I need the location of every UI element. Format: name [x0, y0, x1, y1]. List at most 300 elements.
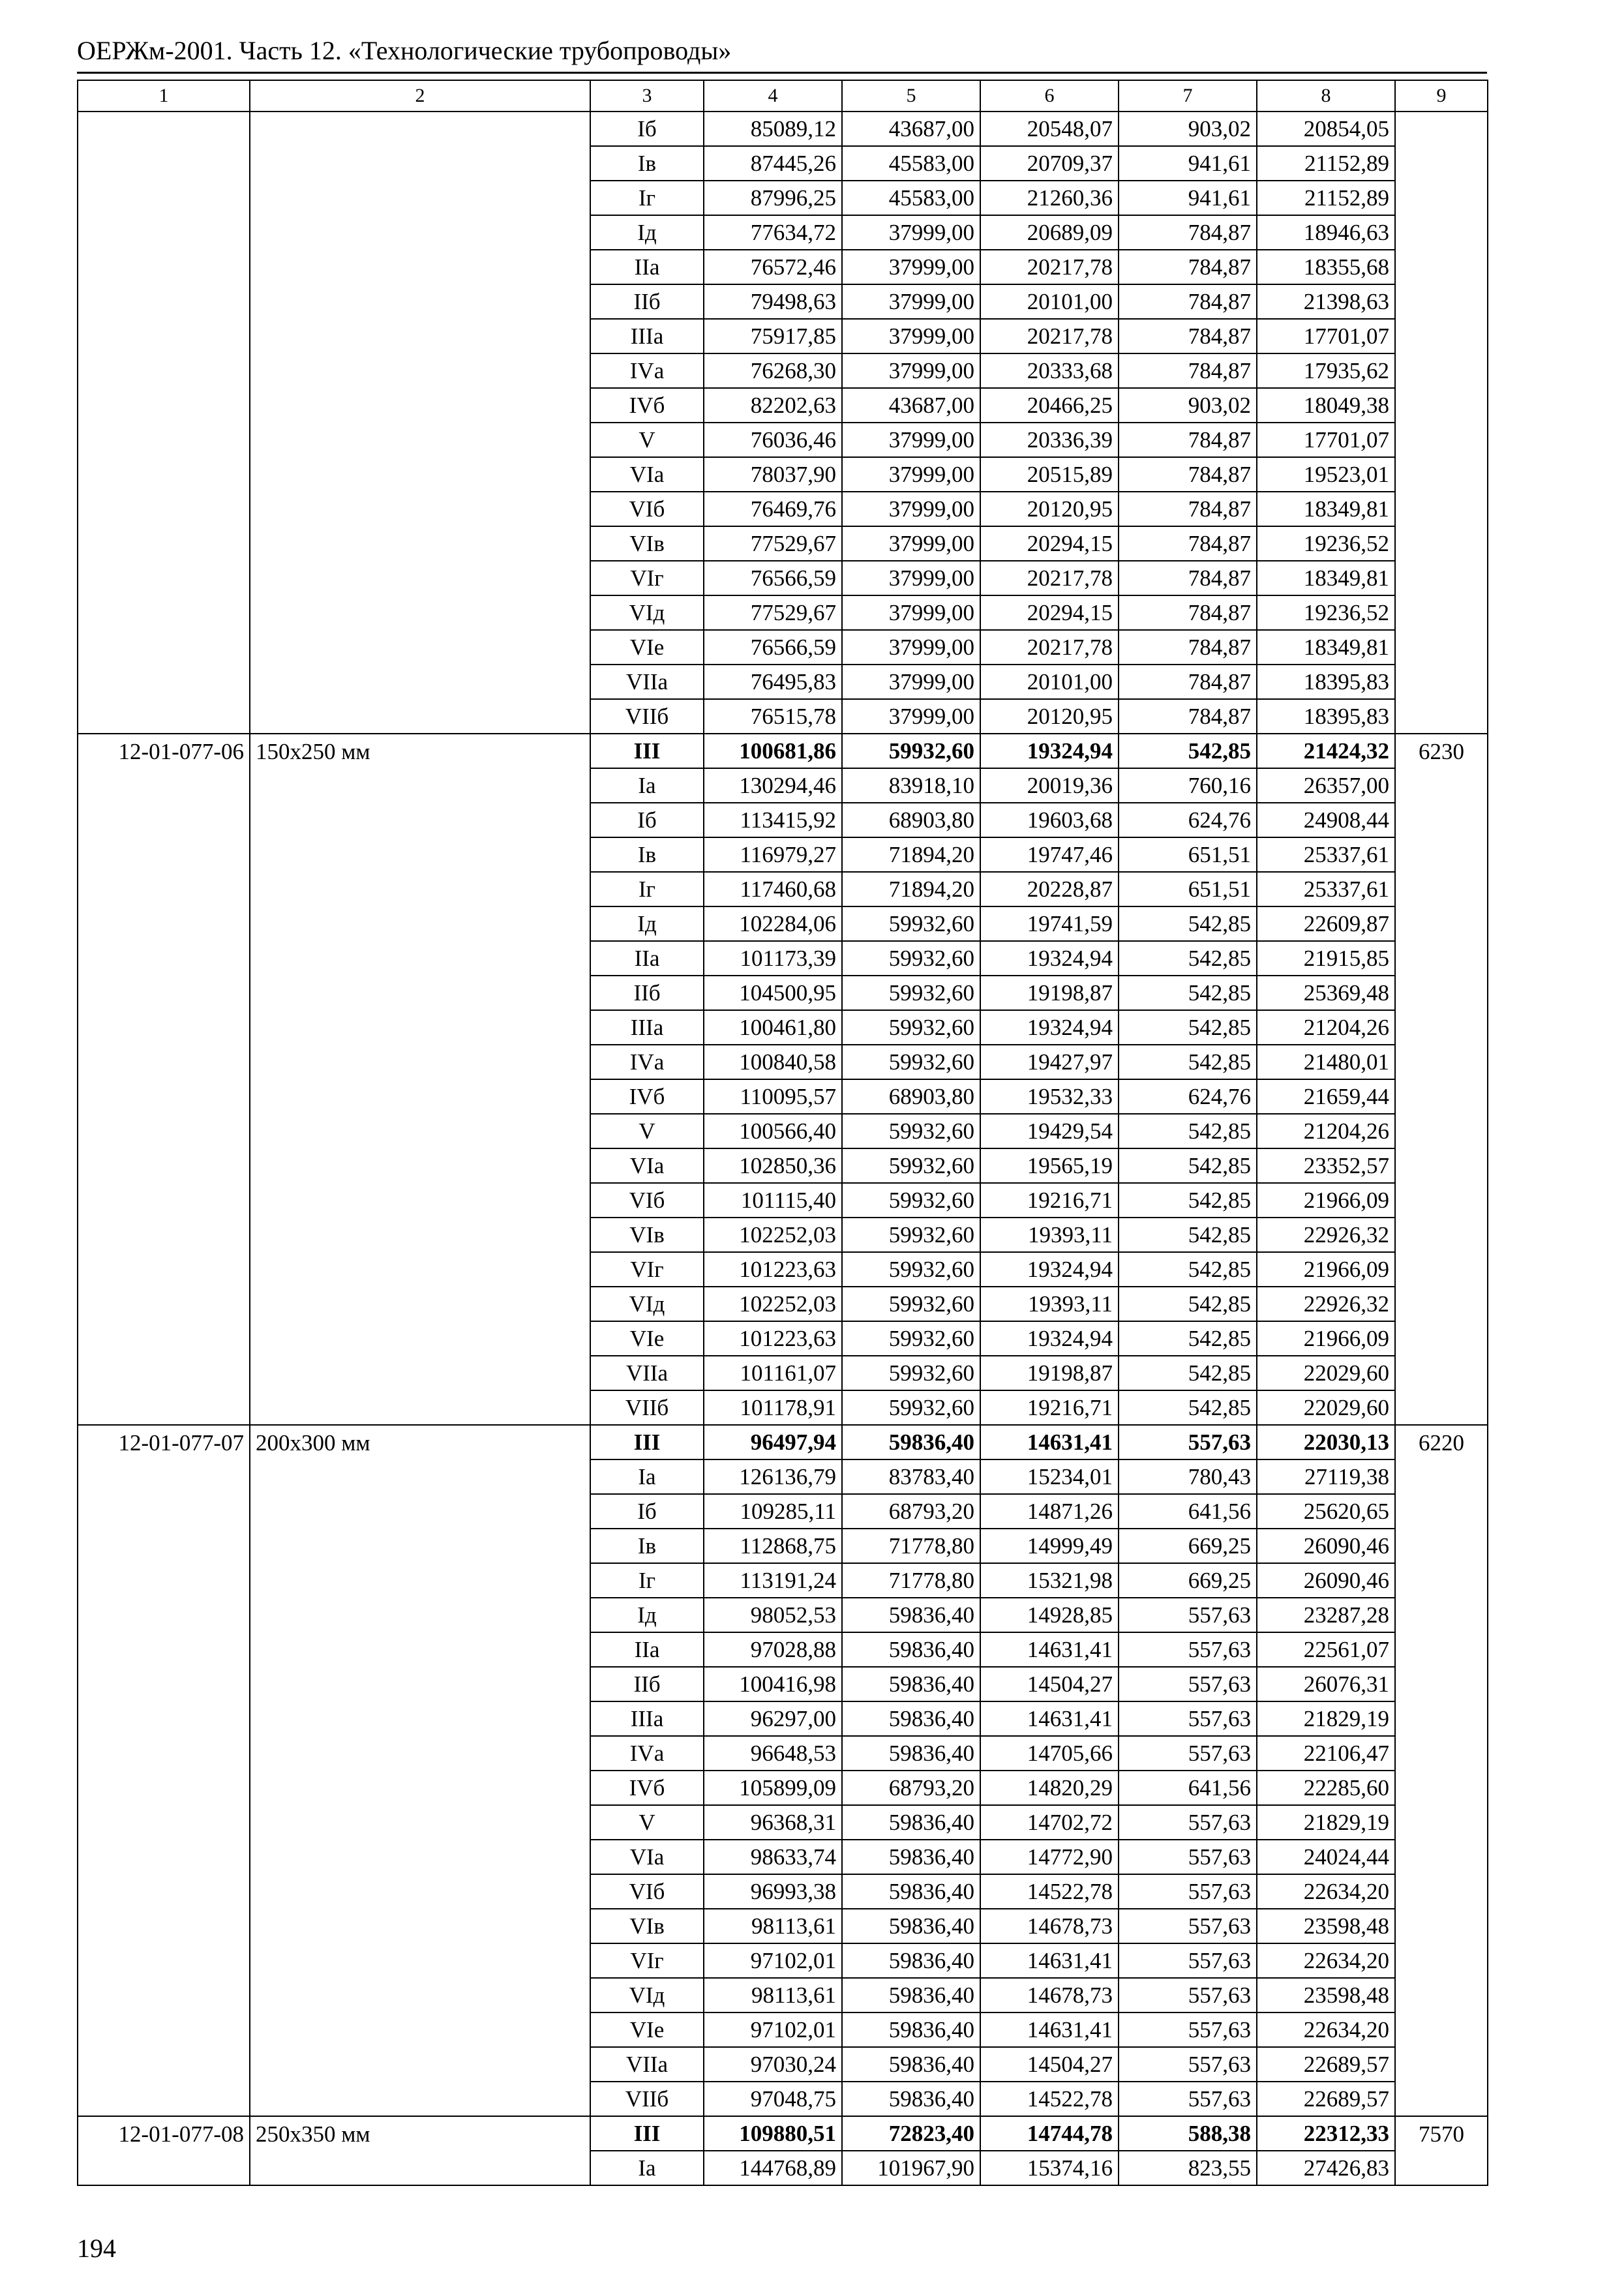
value-cell: 37999,00 [842, 526, 980, 561]
value-cell: 557,63 [1119, 1840, 1257, 1874]
table-row [78, 837, 1488, 872]
rate-code-cell [78, 1494, 250, 1529]
value-cell: 19532,33 [980, 1079, 1119, 1114]
table-row [78, 1494, 1488, 1529]
value-cell: 59836,40 [842, 1701, 980, 1736]
value-cell: 557,63 [1119, 1874, 1257, 1909]
column-header: 4 [704, 80, 842, 112]
value-cell: 20217,78 [980, 250, 1119, 284]
value-cell: 102252,03 [704, 1218, 842, 1252]
table-row [78, 1321, 1488, 1356]
value-cell: 25337,61 [1257, 837, 1395, 872]
value-cell: 669,25 [1119, 1529, 1257, 1563]
value-cell: 14631,41 [980, 1943, 1119, 1978]
value-cell: 784,87 [1119, 284, 1257, 319]
value-cell: 557,63 [1119, 1943, 1257, 1978]
duct-size-cell [250, 1978, 590, 2012]
column-9-cell [1395, 1183, 1488, 1218]
zone-cell: Iд [590, 906, 704, 941]
column-9-cell [1395, 1287, 1488, 1321]
value-cell: 14631,41 [980, 2012, 1119, 2047]
value-cell: 14522,78 [980, 1874, 1119, 1909]
table-row [78, 595, 1488, 630]
value-cell: 26357,00 [1257, 768, 1395, 803]
value-cell: 100461,80 [704, 1010, 842, 1045]
zone-cell: Iб [590, 803, 704, 837]
rate-code-cell [78, 1045, 250, 1079]
column-9-cell [1395, 1598, 1488, 1632]
value-cell: 59932,60 [842, 1218, 980, 1252]
value-cell: 903,02 [1119, 388, 1257, 423]
table-body [78, 112, 1488, 2185]
value-cell: 21204,26 [1257, 1114, 1395, 1148]
value-cell: 76268,30 [704, 353, 842, 388]
rate-code-cell [78, 1529, 250, 1563]
value-cell: 100566,40 [704, 1114, 842, 1148]
value-cell: 14678,73 [980, 1978, 1119, 2012]
value-cell: 20548,07 [980, 112, 1119, 146]
duct-size-cell [250, 1701, 590, 1736]
table-row [78, 2151, 1488, 2185]
value-cell: 76572,46 [704, 250, 842, 284]
value-cell: 22689,57 [1257, 2047, 1395, 2082]
value-cell: 22106,47 [1257, 1736, 1395, 1771]
column-9-cell [1395, 1874, 1488, 1909]
zone-cell: IIа [590, 1632, 704, 1667]
rate-code-cell [78, 1252, 250, 1287]
zone-cell: IIIа [590, 1010, 704, 1045]
column-9-cell [1395, 1321, 1488, 1356]
rate-code-cell [78, 284, 250, 319]
zone-cell: Iг [590, 872, 704, 906]
rate-code-cell [78, 1148, 250, 1183]
value-cell: 71778,80 [842, 1529, 980, 1563]
table-row [78, 665, 1488, 699]
zone-cell: V [590, 1114, 704, 1148]
table-row [78, 1667, 1488, 1701]
rate-code-cell [78, 1079, 250, 1114]
value-cell: 96648,53 [704, 1736, 842, 1771]
value-cell: 100840,58 [704, 1045, 842, 1079]
duct-size-cell [250, 1183, 590, 1218]
value-cell: 20217,78 [980, 561, 1119, 595]
zone-cell: III [590, 734, 704, 768]
column-9-cell [1395, 768, 1488, 803]
column-9-cell [1395, 284, 1488, 319]
table-row [78, 1943, 1488, 1978]
value-cell: 557,63 [1119, 1667, 1257, 1701]
rate-code-cell [78, 2047, 250, 2082]
value-cell: 15234,01 [980, 1459, 1119, 1494]
duct-size-cell [250, 319, 590, 353]
rate-code-cell [78, 941, 250, 976]
value-cell: 100416,98 [704, 1667, 842, 1701]
value-cell: 75917,85 [704, 319, 842, 353]
duct-size-cell [250, 1114, 590, 1148]
table-row [78, 492, 1488, 526]
value-cell: 112868,75 [704, 1529, 842, 1563]
value-cell: 109880,51 [704, 2116, 842, 2151]
value-cell: 20515,89 [980, 457, 1119, 492]
column-header: 8 [1257, 80, 1395, 112]
table-row [78, 2047, 1488, 2082]
rate-code-cell [78, 1874, 250, 1909]
value-cell: 59932,60 [842, 1321, 980, 1356]
value-cell: 101115,40 [704, 1183, 842, 1218]
value-cell: 21966,09 [1257, 1321, 1395, 1356]
rate-code-cell [78, 2151, 250, 2185]
value-cell: 59932,60 [842, 1183, 980, 1218]
value-cell: 557,63 [1119, 1978, 1257, 2012]
zone-cell: VIд [590, 595, 704, 630]
zone-cell: VIг [590, 561, 704, 595]
value-cell: 76515,78 [704, 699, 842, 734]
value-cell: 37999,00 [842, 319, 980, 353]
zone-cell: VIб [590, 1874, 704, 1909]
value-cell: 59836,40 [842, 2047, 980, 2082]
zone-cell: VIг [590, 1943, 704, 1978]
value-cell: 59932,60 [842, 1287, 980, 1321]
value-cell: 59836,40 [842, 1978, 980, 2012]
column-9-cell [1395, 1045, 1488, 1079]
rate-code-cell [78, 526, 250, 561]
value-cell: 19393,11 [980, 1218, 1119, 1252]
duct-size-cell [250, 1459, 590, 1494]
duct-size-cell [250, 1010, 590, 1045]
value-cell: 18395,83 [1257, 699, 1395, 734]
value-cell: 14772,90 [980, 1840, 1119, 1874]
value-cell: 87996,25 [704, 181, 842, 215]
value-cell: 588,38 [1119, 2116, 1257, 2151]
table-row [78, 112, 1488, 146]
duct-size-cell [250, 112, 590, 146]
column-9-cell [1395, 1529, 1488, 1563]
table-row [78, 906, 1488, 941]
value-cell: 14678,73 [980, 1909, 1119, 1943]
value-cell: 25369,48 [1257, 976, 1395, 1010]
column-9-cell [1395, 1010, 1488, 1045]
value-cell: 18049,38 [1257, 388, 1395, 423]
zone-cell: IIIа [590, 1701, 704, 1736]
value-cell: 20333,68 [980, 353, 1119, 388]
value-cell: 641,56 [1119, 1494, 1257, 1529]
duct-size-cell [250, 1218, 590, 1252]
column-header: 5 [842, 80, 980, 112]
zone-cell: Iб [590, 112, 704, 146]
value-cell: 102850,36 [704, 1148, 842, 1183]
value-cell: 14705,66 [980, 1736, 1119, 1771]
value-cell: 19324,94 [980, 734, 1119, 768]
zone-cell: IVб [590, 388, 704, 423]
value-cell: 37999,00 [842, 699, 980, 734]
duct-size-cell [250, 250, 590, 284]
zone-cell: Iг [590, 181, 704, 215]
table-row [78, 181, 1488, 215]
table-row [78, 457, 1488, 492]
zone-cell: VIа [590, 1840, 704, 1874]
value-cell: 14631,41 [980, 1701, 1119, 1736]
value-cell: 126136,79 [704, 1459, 842, 1494]
value-cell: 641,56 [1119, 1771, 1257, 1805]
rate-code-cell [78, 1771, 250, 1805]
value-cell: 20101,00 [980, 284, 1119, 319]
column-9-cell [1395, 112, 1488, 146]
duct-size-cell [250, 872, 590, 906]
column-9-cell [1395, 2151, 1488, 2185]
rate-code-cell [78, 319, 250, 353]
column-header: 9 [1395, 80, 1488, 112]
rate-code-cell [78, 1114, 250, 1148]
rate-code-cell [78, 1840, 250, 1874]
value-cell: 97028,88 [704, 1632, 842, 1667]
value-cell: 784,87 [1119, 353, 1257, 388]
value-cell: 37999,00 [842, 561, 980, 595]
value-cell: 59836,40 [842, 2012, 980, 2047]
zone-cell: IVб [590, 1771, 704, 1805]
zone-cell: IIIа [590, 319, 704, 353]
zone-cell: VIв [590, 1218, 704, 1252]
table-row [78, 1148, 1488, 1183]
rate-code-cell [78, 1218, 250, 1252]
value-cell: 784,87 [1119, 319, 1257, 353]
column-9-cell [1395, 250, 1488, 284]
value-cell: 102252,03 [704, 1287, 842, 1321]
value-cell: 104500,95 [704, 976, 842, 1010]
column-number-row [78, 80, 1488, 112]
rate-code-cell [78, 595, 250, 630]
column-9-cell [1395, 630, 1488, 665]
duct-size-cell [250, 1321, 590, 1356]
duct-size-cell [250, 1771, 590, 1805]
value-cell: 784,87 [1119, 561, 1257, 595]
value-cell: 542,85 [1119, 1356, 1257, 1390]
value-cell: 542,85 [1119, 1321, 1257, 1356]
value-cell: 59932,60 [842, 1114, 980, 1148]
duct-size-cell [250, 215, 590, 250]
column-9-cell [1395, 2012, 1488, 2047]
value-cell: 19427,97 [980, 1045, 1119, 1079]
value-cell: 941,61 [1119, 181, 1257, 215]
zone-cell: VIг [590, 1252, 704, 1287]
zone-cell: VIб [590, 1183, 704, 1218]
table-row [78, 423, 1488, 457]
value-cell: 19565,19 [980, 1148, 1119, 1183]
value-cell: 85089,12 [704, 112, 842, 146]
value-cell: 542,85 [1119, 1252, 1257, 1287]
value-cell: 21424,32 [1257, 734, 1395, 768]
value-cell: 542,85 [1119, 1114, 1257, 1148]
value-cell: 784,87 [1119, 526, 1257, 561]
value-cell: 557,63 [1119, 1736, 1257, 1771]
rate-code-cell [78, 1667, 250, 1701]
table-row [78, 319, 1488, 353]
value-cell: 98113,61 [704, 1909, 842, 1943]
rates-table [77, 80, 1488, 2186]
zone-cell: Iв [590, 837, 704, 872]
value-cell: 43687,00 [842, 112, 980, 146]
table-row [78, 941, 1488, 976]
value-cell: 542,85 [1119, 1218, 1257, 1252]
column-9-cell [1395, 353, 1488, 388]
value-cell: 22030,13 [1257, 1425, 1395, 1459]
duct-size-cell [250, 665, 590, 699]
table-row [78, 1183, 1488, 1218]
value-cell: 542,85 [1119, 976, 1257, 1010]
value-cell: 542,85 [1119, 941, 1257, 976]
zone-cell: VIIб [590, 699, 704, 734]
value-cell: 20228,87 [980, 872, 1119, 906]
value-cell: 624,76 [1119, 1079, 1257, 1114]
value-cell: 557,63 [1119, 1632, 1257, 1667]
value-cell: 76566,59 [704, 561, 842, 595]
zone-cell: VIе [590, 1321, 704, 1356]
value-cell: 59836,40 [842, 1909, 980, 1943]
column-9-cell [1395, 1459, 1488, 1494]
value-cell: 82202,63 [704, 388, 842, 423]
duct-size-cell [250, 803, 590, 837]
zone-cell: VIIб [590, 1390, 704, 1425]
zone-cell: VIа [590, 1148, 704, 1183]
duct-size-cell [250, 423, 590, 457]
duct-size-cell [250, 1736, 590, 1771]
rate-code-cell [78, 215, 250, 250]
value-cell: 98052,53 [704, 1598, 842, 1632]
column-9-cell [1395, 423, 1488, 457]
value-cell: 26076,31 [1257, 1667, 1395, 1701]
value-cell: 19324,94 [980, 1321, 1119, 1356]
column-9-cell [1395, 1356, 1488, 1390]
value-cell: 96497,94 [704, 1425, 842, 1459]
value-cell: 22926,32 [1257, 1287, 1395, 1321]
value-cell: 101223,63 [704, 1321, 842, 1356]
value-cell: 542,85 [1119, 1010, 1257, 1045]
table-row [78, 1252, 1488, 1287]
rate-code-cell [78, 112, 250, 146]
table-row [78, 1736, 1488, 1771]
value-cell: 59932,60 [842, 941, 980, 976]
zone-cell: VIб [590, 492, 704, 526]
value-cell: 37999,00 [842, 215, 980, 250]
duct-size-cell [250, 2082, 590, 2116]
duct-size-cell [250, 2012, 590, 2047]
value-cell: 71894,20 [842, 837, 980, 872]
duct-size-cell [250, 1494, 590, 1529]
duct-size-cell [250, 1287, 590, 1321]
value-cell: 21260,36 [980, 181, 1119, 215]
value-cell: 624,76 [1119, 803, 1257, 837]
table-row [78, 1701, 1488, 1736]
value-cell: 557,63 [1119, 1425, 1257, 1459]
column-9-cell: 6220 [1395, 1425, 1488, 1459]
column-9-cell [1395, 1148, 1488, 1183]
value-cell: 18349,81 [1257, 561, 1395, 595]
table-row [78, 734, 1488, 768]
rate-code-cell [78, 353, 250, 388]
table-row [78, 1771, 1488, 1805]
table-row [78, 1909, 1488, 1943]
column-9-cell [1395, 906, 1488, 941]
value-cell: 542,85 [1119, 1183, 1257, 1218]
duct-size-cell [250, 1148, 590, 1183]
value-cell: 26090,46 [1257, 1529, 1395, 1563]
rate-code-cell [78, 1632, 250, 1667]
zone-cell: VIIб [590, 2082, 704, 2116]
rate-code-cell [78, 146, 250, 181]
table-row [78, 353, 1488, 388]
rate-code-cell [78, 1701, 250, 1736]
value-cell: 21915,85 [1257, 941, 1395, 976]
column-9-cell [1395, 1494, 1488, 1529]
zone-cell: Iг [590, 1563, 704, 1598]
duct-size-cell [250, 906, 590, 941]
column-9-cell [1395, 2047, 1488, 2082]
table-row [78, 146, 1488, 181]
zone-cell: IIа [590, 250, 704, 284]
value-cell: 557,63 [1119, 2047, 1257, 2082]
table-row [78, 1218, 1488, 1252]
column-9-cell [1395, 1667, 1488, 1701]
value-cell: 780,43 [1119, 1459, 1257, 1494]
duct-size-cell [250, 492, 590, 526]
value-cell: 37999,00 [842, 665, 980, 699]
value-cell: 25337,61 [1257, 872, 1395, 906]
value-cell: 59836,40 [842, 2082, 980, 2116]
table-row [78, 1079, 1488, 1114]
rate-code-cell [78, 1459, 250, 1494]
value-cell: 21152,89 [1257, 181, 1395, 215]
table-row [78, 1598, 1488, 1632]
value-cell: 96297,00 [704, 1701, 842, 1736]
rate-code-cell [78, 872, 250, 906]
rate-code-cell [78, 1390, 250, 1425]
value-cell: 22634,20 [1257, 1874, 1395, 1909]
value-cell: 19393,11 [980, 1287, 1119, 1321]
value-cell: 96368,31 [704, 1805, 842, 1840]
value-cell: 20217,78 [980, 319, 1119, 353]
value-cell: 26090,46 [1257, 1563, 1395, 1598]
column-9-cell [1395, 319, 1488, 353]
rate-code-cell [78, 2082, 250, 2116]
value-cell: 68903,80 [842, 1079, 980, 1114]
value-cell: 71778,80 [842, 1563, 980, 1598]
rate-code-cell [78, 1805, 250, 1840]
value-cell: 110095,57 [704, 1079, 842, 1114]
value-cell: 37999,00 [842, 423, 980, 457]
zone-cell: VIе [590, 2012, 704, 2047]
value-cell: 45583,00 [842, 146, 980, 181]
value-cell: 19324,94 [980, 1010, 1119, 1045]
value-cell: 116979,27 [704, 837, 842, 872]
value-cell: 71894,20 [842, 872, 980, 906]
value-cell: 557,63 [1119, 2012, 1257, 2047]
value-cell: 14631,41 [980, 1425, 1119, 1459]
rate-code-cell [78, 423, 250, 457]
value-cell: 43687,00 [842, 388, 980, 423]
value-cell: 23598,48 [1257, 1978, 1395, 2012]
duct-size-cell [250, 2047, 590, 2082]
column-9-cell [1395, 1909, 1488, 1943]
column-9-cell [1395, 1736, 1488, 1771]
value-cell: 20466,25 [980, 388, 1119, 423]
value-cell: 22689,57 [1257, 2082, 1395, 2116]
value-cell: 542,85 [1119, 906, 1257, 941]
rate-code-cell: 12-01-077-08 [78, 2116, 250, 2151]
zone-cell: IIб [590, 284, 704, 319]
zone-cell: VIIа [590, 1356, 704, 1390]
column-9-cell [1395, 1701, 1488, 1736]
table-row [78, 1425, 1488, 1459]
zone-cell: Iб [590, 1494, 704, 1529]
